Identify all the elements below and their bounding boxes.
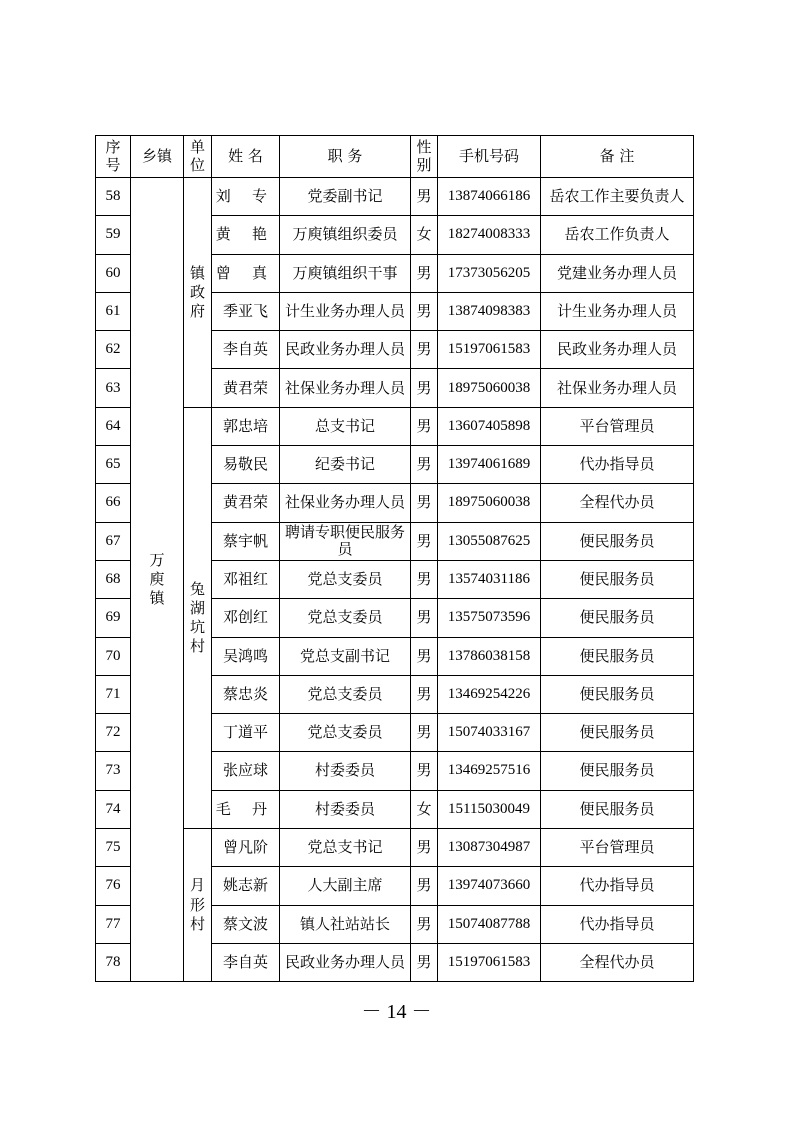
person-phone: 13469254226 [438,675,541,713]
person-remark: 便民服务员 [541,790,694,828]
person-gender: 男 [411,829,438,867]
person-position: 民政业务办理人员 [280,943,411,981]
person-name: 黄 艳 [212,216,280,254]
person-phone: 13874066186 [438,178,541,216]
person-remark: 全程代办员 [541,484,694,522]
person-phone: 13055087625 [438,522,541,560]
header-unit: 单位 [184,136,212,178]
table-row [96,178,694,216]
person-gender: 男 [411,637,438,675]
town-cell [131,178,184,982]
row-index: 73 [96,752,131,790]
person-position: 镇人社站站长 [280,905,411,943]
person-phone: 13974061689 [438,446,541,484]
person-phone: 18975060038 [438,369,541,407]
row-index: 75 [96,829,131,867]
person-phone: 13574031186 [438,560,541,598]
person-position: 村委委员 [280,752,411,790]
person-gender: 男 [411,407,438,445]
person-remark: 便民服务员 [541,714,694,752]
unit-label: 镇政府 [190,263,206,320]
person-name: 曾凡阶 [212,829,280,867]
row-index: 64 [96,407,131,445]
unit-cell [184,178,212,408]
person-gender: 女 [411,790,438,828]
row-index: 71 [96,675,131,713]
person-name: 蔡宇帆 [212,522,280,560]
row-index: 66 [96,484,131,522]
person-phone: 13087304987 [438,829,541,867]
person-name: 李自英 [212,331,280,369]
person-name: 李自英 [212,943,280,981]
person-remark: 计生业务办理人员 [541,292,694,330]
person-name: 蔡文波 [212,905,280,943]
person-phone: 13874098383 [438,292,541,330]
person-name: 张应球 [212,752,280,790]
unit-label: 兔湖坑村 [190,579,206,656]
header-name: 姓 名 [212,136,280,178]
table-row [96,407,694,445]
person-position: 党总支委员 [280,560,411,598]
person-position: 万庾镇组织委员 [280,216,411,254]
unit-label: 月形村 [190,876,206,933]
table-row [96,829,694,867]
row-index: 63 [96,369,131,407]
person-gender: 男 [411,484,438,522]
header-remark: 备 注 [541,136,694,178]
person-gender: 女 [411,216,438,254]
person-remark: 便民服务员 [541,637,694,675]
person-position: 计生业务办理人员 [280,292,411,330]
row-index: 68 [96,560,131,598]
row-index: 61 [96,292,131,330]
row-index: 77 [96,905,131,943]
header-phone: 手机号码 [438,136,541,178]
person-position: 党总支书记 [280,829,411,867]
person-position: 民政业务办理人员 [280,331,411,369]
row-index: 78 [96,943,131,981]
person-gender: 男 [411,292,438,330]
row-index: 62 [96,331,131,369]
person-name: 黄君荣 [212,484,280,522]
person-phone: 15074087788 [438,905,541,943]
person-gender: 男 [411,714,438,752]
row-index: 58 [96,178,131,216]
row-index: 72 [96,714,131,752]
person-position: 党总支委员 [280,714,411,752]
person-name: 季亚飞 [212,292,280,330]
person-name: 黄君荣 [212,369,280,407]
row-index: 69 [96,599,131,637]
person-name: 刘 专 [212,178,280,216]
personnel-table [95,135,694,982]
person-gender: 男 [411,331,438,369]
person-gender: 男 [411,178,438,216]
person-position: 村委委员 [280,790,411,828]
person-phone: 13607405898 [438,407,541,445]
person-phone: 13974073660 [438,867,541,905]
person-position: 万庾镇组织干事 [280,254,411,292]
person-gender: 男 [411,599,438,637]
row-index: 70 [96,637,131,675]
person-gender: 男 [411,675,438,713]
person-name: 易敬民 [212,446,280,484]
table-header-row [96,136,694,178]
person-phone: 13575073596 [438,599,541,637]
person-remark: 社保业务办理人员 [541,369,694,407]
person-position: 党委副书记 [280,178,411,216]
person-remark: 岳农工作负责人 [541,216,694,254]
person-name: 蔡忠炎 [212,675,280,713]
person-phone: 15074033167 [438,714,541,752]
person-remark: 代办指导员 [541,867,694,905]
person-remark: 代办指导员 [541,446,694,484]
person-remark: 民政业务办理人员 [541,331,694,369]
person-phone: 15197061583 [438,943,541,981]
person-remark: 便民服务员 [541,560,694,598]
person-remark: 平台管理员 [541,407,694,445]
row-index: 60 [96,254,131,292]
person-position: 总支书记 [280,407,411,445]
person-phone: 15115030049 [438,790,541,828]
row-index: 65 [96,446,131,484]
person-phone: 13469257516 [438,752,541,790]
person-position: 党总支委员 [280,675,411,713]
person-position: 党总支副书记 [280,637,411,675]
person-remark: 全程代办员 [541,943,694,981]
person-gender: 男 [411,905,438,943]
header-town: 乡镇 [131,136,184,178]
table-body [96,178,694,982]
town-label: 万庾镇 [149,550,165,608]
person-position: 聘请专职便民服务员 [280,522,411,560]
person-remark: 便民服务员 [541,599,694,637]
person-phone: 18274008333 [438,216,541,254]
header-gender: 性别 [411,136,438,178]
person-gender: 男 [411,752,438,790]
person-phone: 18975060038 [438,484,541,522]
person-position: 人大副主席 [280,867,411,905]
person-gender: 男 [411,446,438,484]
person-gender: 男 [411,943,438,981]
person-remark: 便民服务员 [541,522,694,560]
unit-cell [184,407,212,828]
person-position: 社保业务办理人员 [280,484,411,522]
person-name: 吴鸿鸣 [212,637,280,675]
person-position: 纪委书记 [280,446,411,484]
row-index: 76 [96,867,131,905]
person-name: 曾 真 [212,254,280,292]
person-gender: 男 [411,560,438,598]
person-gender: 男 [411,254,438,292]
header-position: 职 务 [280,136,411,178]
person-phone: 17373056205 [438,254,541,292]
row-index: 67 [96,522,131,560]
person-remark: 党建业务办理人员 [541,254,694,292]
person-remark: 代办指导员 [541,905,694,943]
person-remark: 便民服务员 [541,675,694,713]
person-remark: 便民服务员 [541,752,694,790]
person-position: 社保业务办理人员 [280,369,411,407]
person-phone: 15197061583 [438,331,541,369]
person-remark: 平台管理员 [541,829,694,867]
person-name: 郭忠培 [212,407,280,445]
person-name: 邓祖红 [212,560,280,598]
page-number: － 14 － [361,1001,432,1023]
person-name: 丁道平 [212,714,280,752]
person-phone: 13786038158 [438,637,541,675]
person-remark: 岳农工作主要负责人 [541,178,694,216]
person-name: 毛 丹 [212,790,280,828]
person-position: 党总支委员 [280,599,411,637]
row-index: 59 [96,216,131,254]
person-name: 邓创红 [212,599,280,637]
header-index: 序号 [96,136,131,178]
person-name: 姚志新 [212,867,280,905]
person-gender: 男 [411,522,438,560]
row-index: 74 [96,790,131,828]
unit-cell [184,829,212,982]
person-gender: 男 [411,867,438,905]
person-gender: 男 [411,369,438,407]
